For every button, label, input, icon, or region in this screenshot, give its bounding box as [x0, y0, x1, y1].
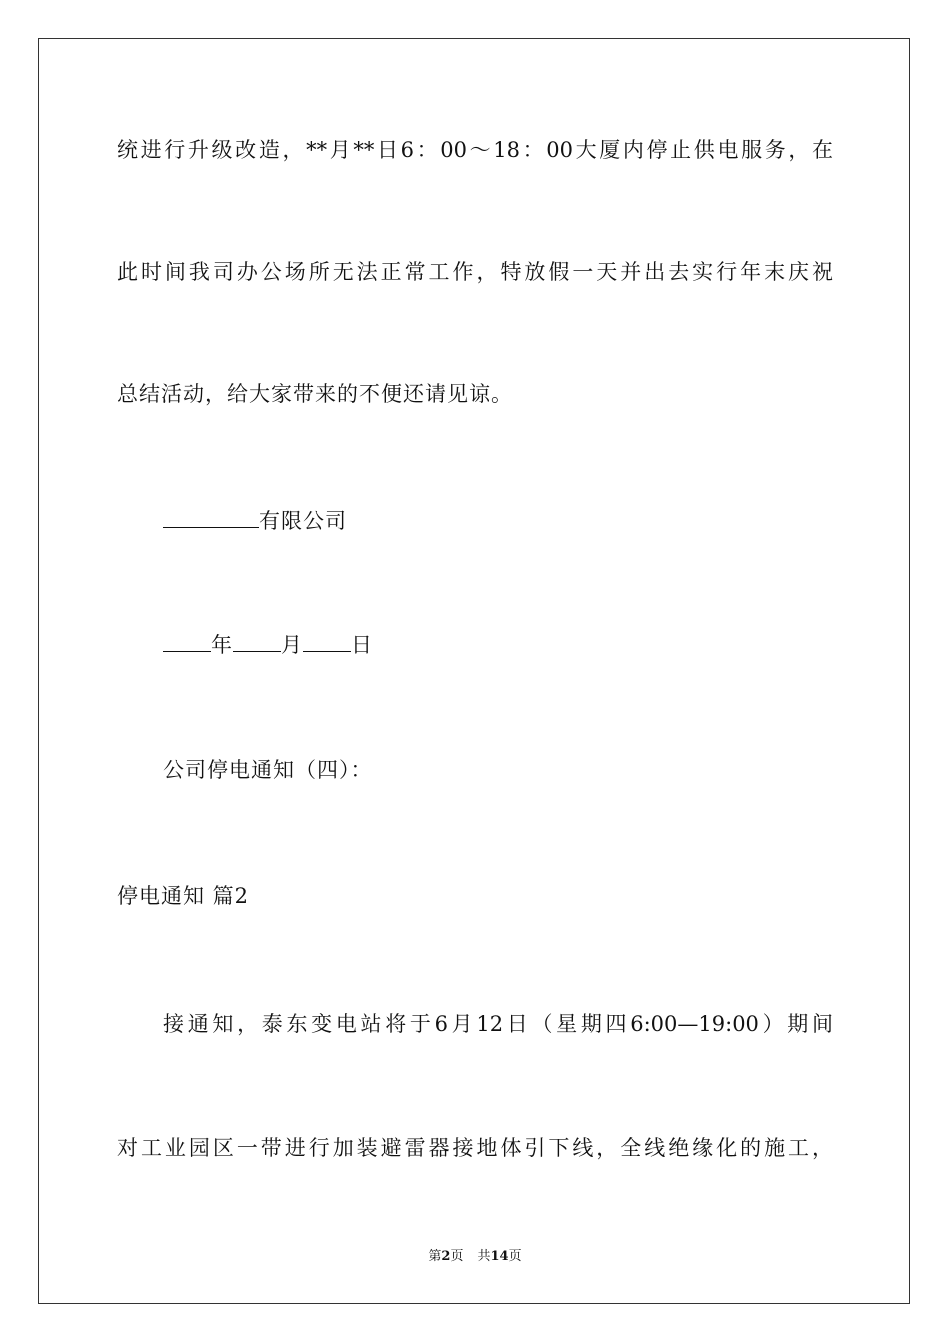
total-prefix: 共: [477, 1249, 491, 1264]
company-suffix: 有限公司: [259, 509, 347, 533]
total-pages: 14: [490, 1249, 509, 1264]
signature-company-line: [163, 508, 347, 534]
notice-heading: 公司停电通知（四）：: [163, 758, 373, 782]
signature-date-line: [163, 632, 373, 658]
day-blank[interactable]: [303, 632, 351, 652]
page-current: 2: [441, 1249, 451, 1264]
year-blank[interactable]: [163, 632, 211, 652]
body-line-1: 统进行升级改造，**月**日6：00～18：00大厦内停止供电服务，在: [117, 138, 833, 162]
page-suffix: 页: [450, 1249, 464, 1264]
page-prefix: 第: [428, 1249, 442, 1264]
body-line-5: 对工业园区一带进行加装避雷器接地体引下线，全线绝缘化的施工，: [117, 1136, 833, 1160]
year-label: 年: [211, 633, 233, 657]
page-border: [38, 38, 910, 1304]
section-title: 停电通知 篇2: [117, 884, 250, 908]
company-name-blank[interactable]: [163, 508, 259, 528]
month-blank[interactable]: [233, 632, 281, 652]
total-suffix: 页: [508, 1249, 522, 1264]
body-line-2: 此时间我司办公场所无法正常工作，特放假一天并出去实行年末庆祝: [117, 260, 833, 284]
month-label: 月: [281, 633, 303, 657]
page-footer: [0, 1249, 950, 1265]
body-line-3: 总结活动，给大家带来的不便还请见谅。: [117, 382, 513, 406]
body-line-4: 接通知，泰东变电站将于6月12日（星期四6:00—19:00）期间: [163, 1012, 833, 1036]
day-label: 日: [351, 633, 373, 657]
